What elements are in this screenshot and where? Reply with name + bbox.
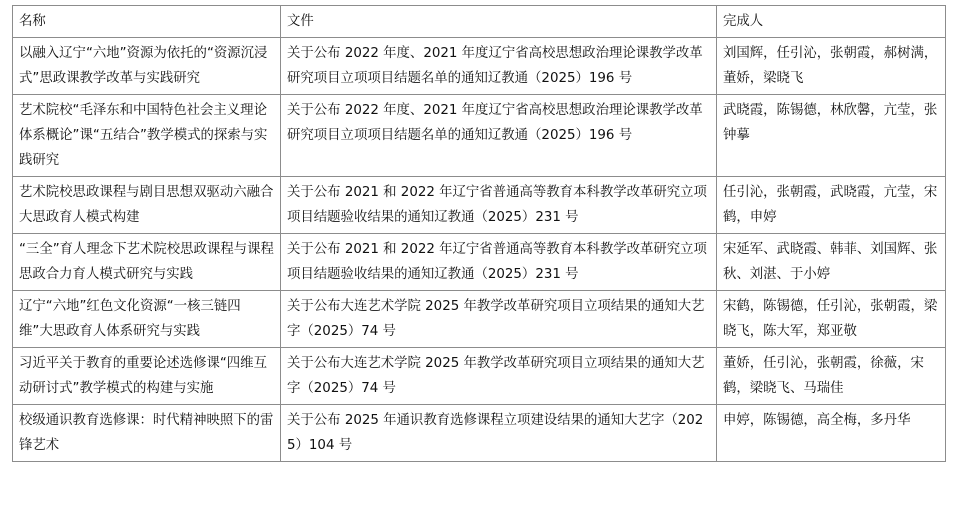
contributors-cell: 任引沁，张朝霞，武晓霞，亢莹，宋鹤，申婷 <box>717 177 946 234</box>
table-row <box>13 234 946 291</box>
project-name-cell: 习近平关于教育的重要论述选修课“四维互动研讨式”教学模式的构建与实施 <box>13 348 281 405</box>
document-cell: 关于公布 2021 和 2022 年辽宁省普通高等教育本科教学改革研究立项项目结题验收结果的通知辽教通（2025）231 号 <box>281 234 717 291</box>
table-row <box>13 38 946 95</box>
document-cell: 关于公布大连艺术学院 2025 年教学改革研究项目立项结果的通知大艺字（2025）74 号 <box>281 291 717 348</box>
project-name-cell: 辽宁“六地”红色文化资源“一核三链四维”大思政育人体系研究与实践 <box>13 291 281 348</box>
project-name-cell: “三全”育人理念下艺术院校思政课程与课程思政合力育人模式研究与实践 <box>13 234 281 291</box>
contributors-cell: 宋延军、武晓霞、韩菲、刘国辉、张秋、刘湛、于小婷 <box>717 234 946 291</box>
document-cell: 关于公布大连艺术学院 2025 年教学改革研究项目立项结果的通知大艺字（2025）74 号 <box>281 348 717 405</box>
project-name-cell: 艺术院校思政课程与剧目思想双驱动六融合大思政育人模式构建 <box>13 177 281 234</box>
table-row <box>13 95 946 177</box>
document-cell: 关于公布 2021 和 2022 年辽宁省普通高等教育本科教学改革研究立项项目结题验收结果的通知辽教通（2025）231 号 <box>281 177 717 234</box>
contributors-cell: 刘国辉，任引沁，张朝霞，郝树满，董娇，梁晓飞 <box>717 38 946 95</box>
project-table <box>12 5 946 462</box>
table-header-row <box>13 6 946 38</box>
project-name-cell: 校级通识教育选修课：时代精神映照下的雷锋艺术 <box>13 405 281 462</box>
header-name: 名称 <box>13 6 281 38</box>
table-row <box>13 291 946 348</box>
document-cell: 关于公布 2025 年通识教育选修课程立项建设结果的通知大艺字（2025）104 号 <box>281 405 717 462</box>
document-cell: 关于公布 2022 年度、2021 年度辽宁省高校思想政治理论课教学改革研究项目立项项目结题名单的通知辽教通（2025）196 号 <box>281 38 717 95</box>
header-contributors: 完成人 <box>717 6 946 38</box>
table-row <box>13 348 946 405</box>
project-name-cell: 艺术院校“毛泽东和中国特色社会主义理论体系概论”课“五结合”教学模式的探索与实践研究 <box>13 95 281 177</box>
document-cell: 关于公布 2022 年度、2021 年度辽宁省高校思想政治理论课教学改革研究项目立项项目结题名单的通知辽教通（2025）196 号 <box>281 95 717 177</box>
table-row <box>13 405 946 462</box>
header-document: 文件 <box>281 6 717 38</box>
contributors-cell: 申婷，陈锡德，高全梅，多丹华 <box>717 405 946 462</box>
table-row <box>13 177 946 234</box>
contributors-cell: 董娇，任引沁，张朝霞，徐薇，宋鹤，梁晓飞、马瑞佳 <box>717 348 946 405</box>
contributors-cell: 宋鹤，陈锡德，任引沁，张朝霞，梁晓飞，陈大军，郑亚敬 <box>717 291 946 348</box>
contributors-cell: 武晓霞，陈锡德，林欣馨，亢莹，张钟摹 <box>717 95 946 177</box>
project-name-cell: 以融入辽宁“六地”资源为依托的“资源沉浸式”思政课教学改革与实践研究 <box>13 38 281 95</box>
